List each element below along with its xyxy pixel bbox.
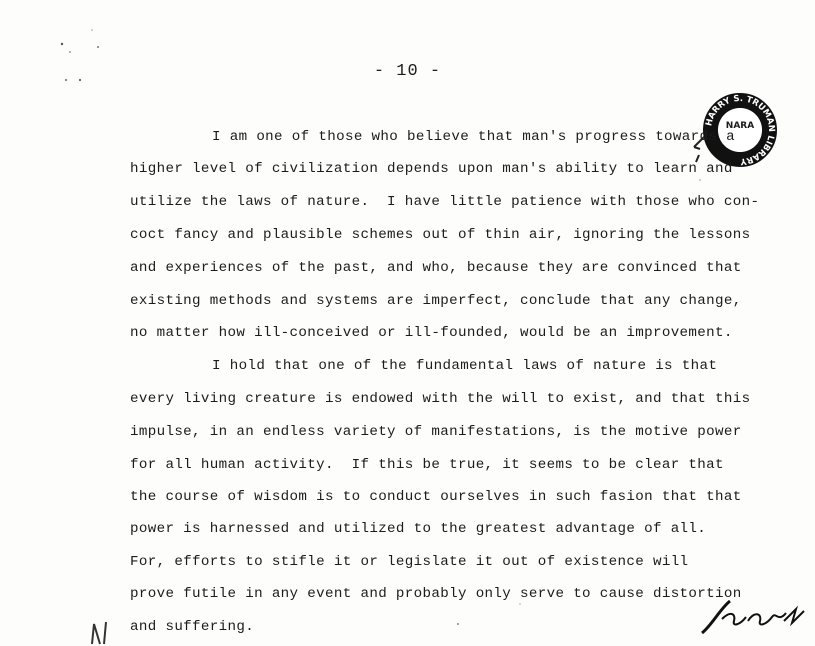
paragraph-line: I hold that one of the fundamental laws of nature is that [212, 358, 718, 374]
paragraph-line: existing methods and systems are imperfect, conclude that any change, [130, 293, 742, 309]
stamp-ring-text: HARRY S. TRUMAN LIBRARY [704, 93, 777, 167]
paragraph-line: For, efforts to stifle it or legislate it out of existence will [130, 554, 689, 570]
paragraph-line: coct fancy and plausible schemes out of thin air, ignoring the lessons [130, 227, 751, 243]
paragraph-line: every living creature is endowed with the will to exist, and that this [130, 391, 751, 407]
stamp-center-text: NARA [725, 121, 755, 131]
paragraph-line: the course of wisdom is to conduct ourselves in such fasion that that [130, 489, 742, 505]
margin-pencil-mark [86, 618, 116, 646]
paragraph-line: I am one of those who believe that man's progress towards a [212, 129, 735, 145]
paragraph-line: prove futile in any event and probably only serve to cause distortion [130, 586, 742, 602]
paragraph-line: no matter how ill-conceived or ill-founded, would be an improvement. [130, 325, 733, 341]
page-number: - 10 - [373, 62, 442, 81]
handwritten-initials [700, 595, 810, 635]
paragraph-line: for all human activity. If this be true, it seems to be clear that [130, 457, 724, 473]
paragraph-line: impulse, in an endless variety of manifestations, is the motive power [130, 424, 742, 440]
paragraph-line: utilize the laws of nature. I have little patience with those who con- [130, 194, 760, 210]
paragraph-line: power is harnessed and utilized to the greatest advantage of all. [130, 521, 707, 537]
paragraph-line: and experiences of the past, and who, because they are convinced that [130, 260, 742, 276]
paragraph-line: and suffering. [130, 619, 255, 635]
paragraph-line: higher level of civilization depends upon man's ability to learn and [130, 161, 733, 177]
